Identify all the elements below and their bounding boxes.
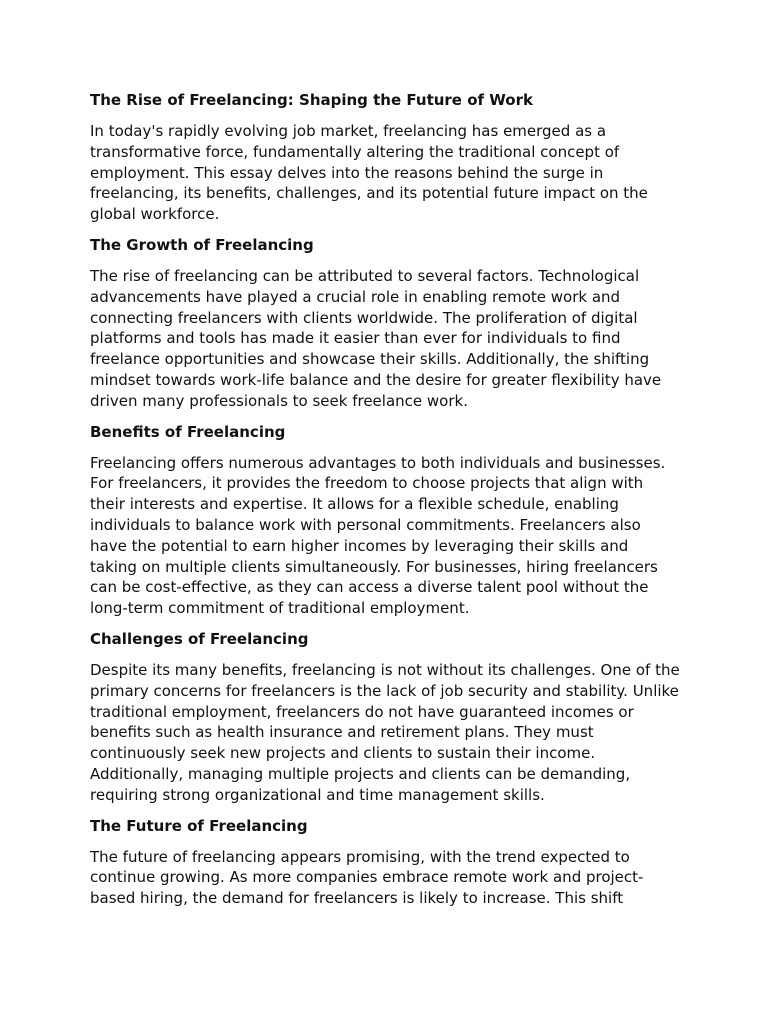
section-body-future: The future of freelancing appears promising, with the trend expected to continue growing. As more companies embrace remote work and project-based hiring, the demand for freelancers is likely to increase. This shift (90, 847, 644, 908)
section-heading-future: The Future of Freelancing (90, 816, 308, 835)
intro-paragraph: In today's rapidly evolving job market, freelancing has emerged as a transformative force, fundamentally altering the traditional concept of employment. This essay delves into the reasons behind the surge in freelancing, its benefits, challenges, and its potential future impact on the global workforce. (90, 122, 648, 224)
document-page (90, 90, 680, 919)
section-heading-benefits: Benefits of Freelancing (90, 422, 286, 441)
section-heading-growth: The Growth of Freelancing (90, 235, 314, 254)
section-body-challenges: Despite its many benefits, freelancing is not without its challenges. One of the primary concerns for freelancers is the lack of job security and stability. Unlike traditional employment, freelancers do not have guaranteed incomes or benefits such as health insurance and retirement plans. They must continuously seek new projects and clients to sustain their income. Additionally, managing multiple projects and clients can be demanding, requiring strong organizational and time management skills. (90, 660, 680, 804)
section-body-growth: The rise of freelancing can be attributed to several factors. Technological advancements have played a crucial role in enabling remote work and connecting freelancers with clients worldwide. The proliferation of digital platforms and tools has made it easier than ever for individuals to find freelance opportunities and showcase their skills. Additionally, the shifting mindset towards work-life balance and the desire for greater flexibility have driven many professionals to seek freelance work. (90, 266, 662, 410)
section-heading-challenges: Challenges of Freelancing (90, 629, 309, 648)
document-title: The Rise of Freelancing: Shaping the Future of Work (90, 91, 533, 109)
section-body-benefits: Freelancing offers numerous advantages to both individuals and businesses. For freelancers, it provides the freedom to choose projects that align with their interests and expertise. It allows for a flexible schedule, enabling individuals to balance work with personal commitments. Freelancers also have the potential to earn higher incomes by leveraging their skills and taking on multiple clients simultaneously. For businesses, hiring freelancers can be cost-effective, as they can access a diverse talent pool without the long-term commitment of traditional employment. (90, 453, 666, 618)
